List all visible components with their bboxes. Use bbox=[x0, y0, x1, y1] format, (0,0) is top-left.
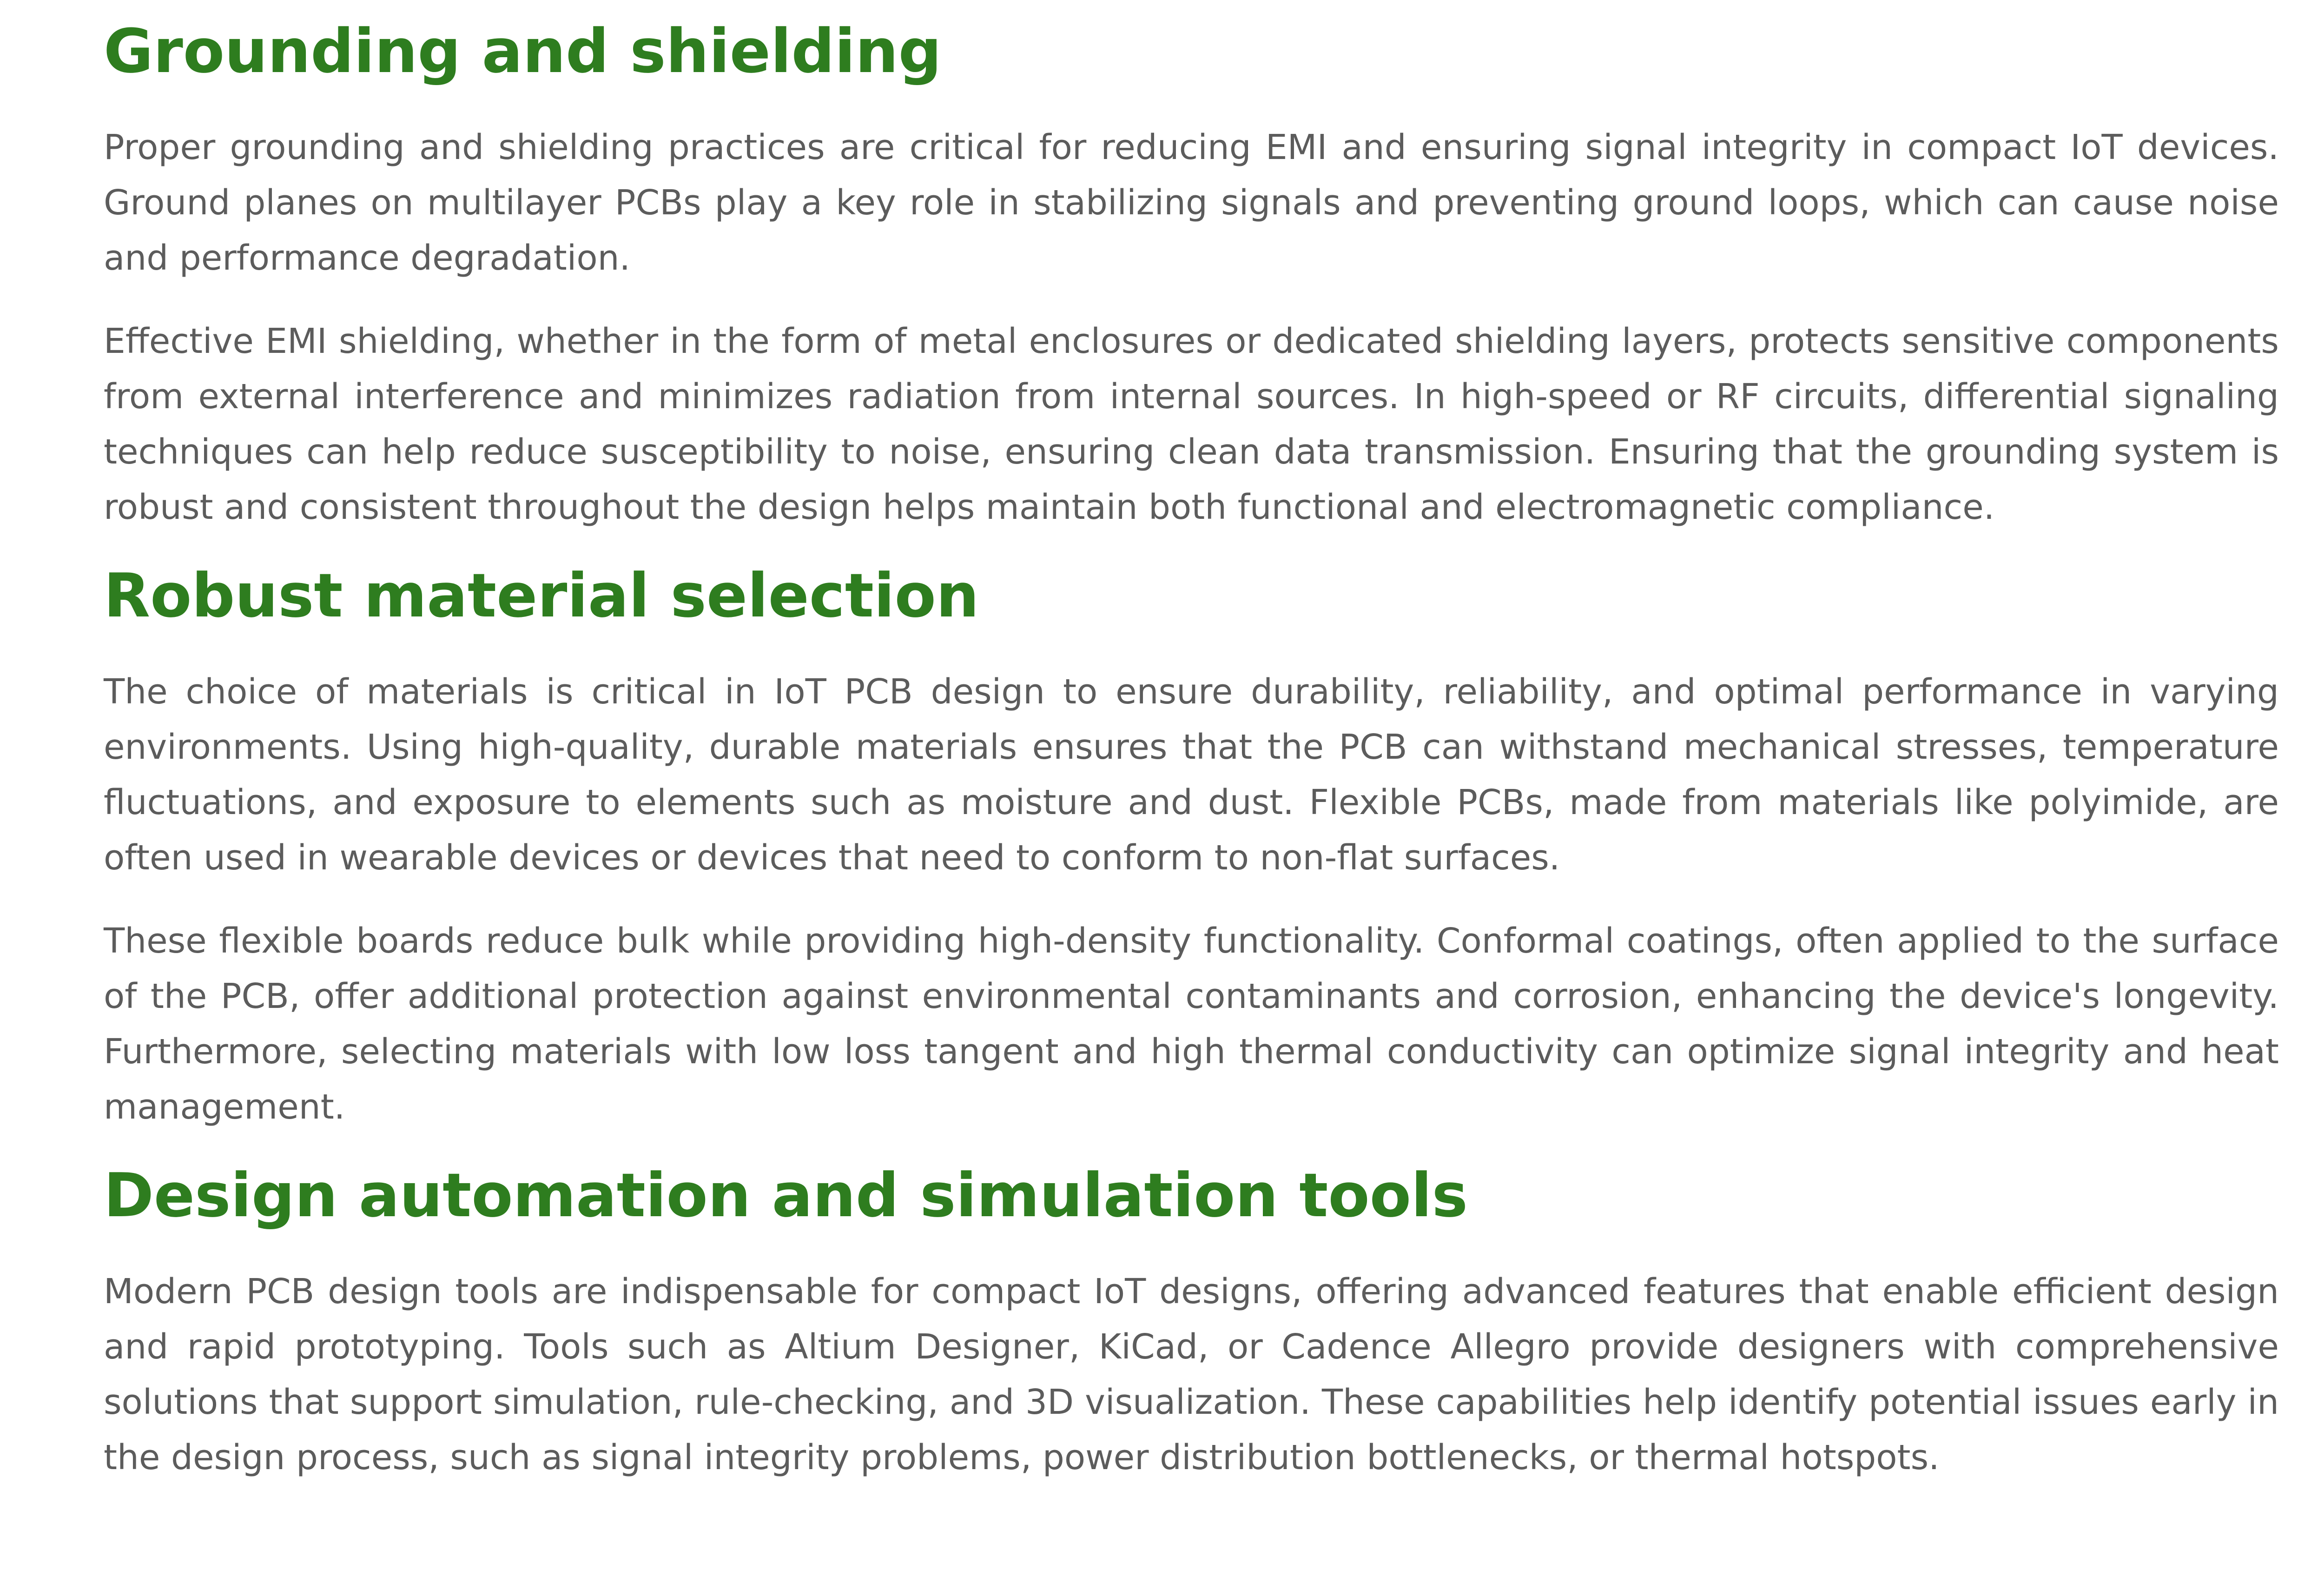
section-heading: Grounding and shielding bbox=[104, 16, 942, 86]
section-heading: Robust material selection bbox=[104, 560, 979, 631]
paragraph: These flexible boards reduce bulk while providing high-density functionality. Conformal coatings, often applied to the surface of the PCB, offer additional protection against environmental contaminants and corrosion, enhancing the device's longevity. Furthermore, selecting materials with low loss tangent and high thermal conductivity can optimize signal integrity and heat management. bbox=[104, 921, 2279, 1127]
section-design-automation-and-simulation-tools bbox=[104, 1153, 2279, 1485]
article-body bbox=[104, 9, 2279, 1485]
section-heading: Design automation and simulation tools bbox=[104, 1160, 1468, 1231]
paragraph: The choice of materials is critical in IoT PCB design to ensure durability, reliability, and optimal performance in varying environments. Using high-quality, durable materials ensures that the PCB can withstand mechanical stresses, temperature fluctuations, and exposure to elements such as moisture and dust. Flexible PCBs, made from materials like polyimide, are often used in wearable devices or devices that need to conform to non-flat surfaces. bbox=[104, 672, 2279, 878]
paragraph: Effective EMI shielding, whether in the form of metal enclosures or dedicated shielding layers, protects sensitive components from external interference and minimizes radiation from internal sources. In high-speed or RF circuits, differential signaling techniques can help reduce susceptibility to noise, ensuring clean data transmission. Ensuring that the grounding system is robust and consistent throughout the design helps maintain both functional and electromagnetic compliance. bbox=[104, 321, 2279, 527]
paragraph: Modern PCB design tools are indispensable for compact IoT designs, offering advanced features that enable efficient design and rapid prototyping. Tools such as Altium Designer, KiCad, or Cadence Allegro provide designers with comprehensive solutions that support simulation, rule-checking, and 3D visualization. These capabilities help identify potential issues early in the design process, such as signal integrity problems, power distribution bottlenecks, or thermal hotspots. bbox=[104, 1272, 2279, 1477]
section-grounding-and-shielding bbox=[104, 9, 2279, 535]
section-robust-material-selection bbox=[104, 554, 2279, 1135]
paragraph: Proper grounding and shielding practices are critical for reducing EMI and ensuring signal integrity in compact IoT devices. Ground planes on multilayer PCBs play a key role in stabilizing signals and preventing ground loops, which can cause noise and performance degradation. bbox=[104, 127, 2279, 278]
